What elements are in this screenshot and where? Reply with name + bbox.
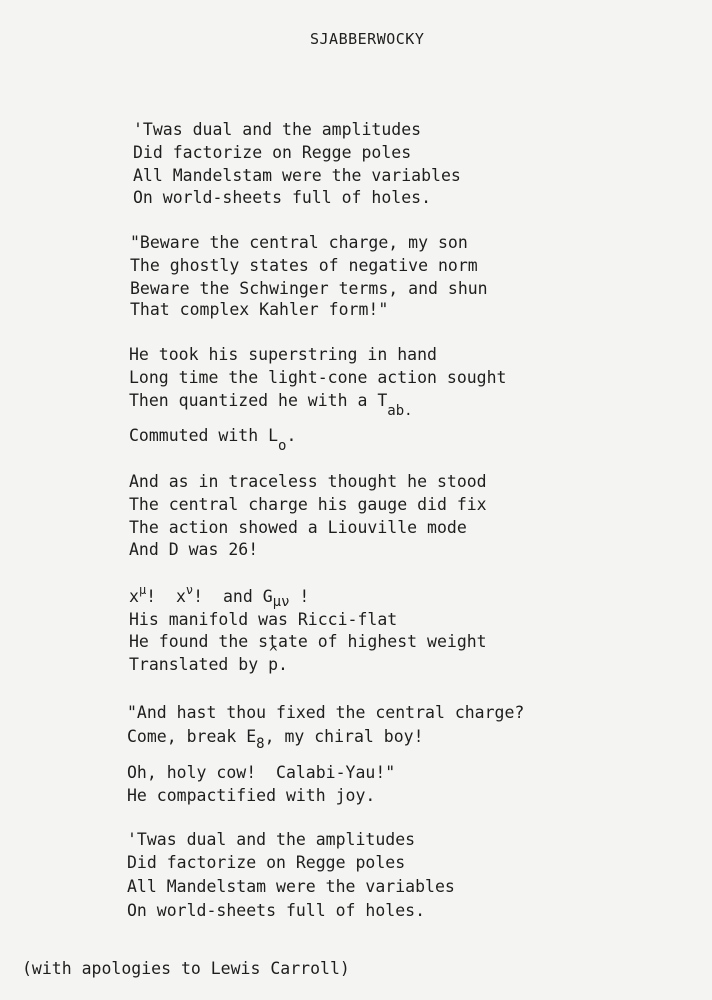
tab-subscript: ab	[387, 403, 405, 419]
stanza-5-line-1	[129, 583, 310, 610]
stanza-3-line-3-text: Then quantized he with a T	[129, 391, 388, 410]
attribution-footer: (with apologies to Lewis Carroll)	[22, 959, 350, 978]
stanza-2-line-4: That complex Kahler form!"	[130, 300, 389, 319]
x-nu-base: ! x	[146, 587, 186, 606]
stanza-1-line-4: On world-sheets full of holes.	[133, 188, 432, 207]
stanza-3-line-3	[129, 391, 413, 419]
stanza-6-line-1: "And hast thou fixed the central charge?	[127, 703, 525, 722]
stanza-5-line-3: He found the state of highest weight	[129, 632, 487, 651]
stanza-5-line-2: His manifold was Ricci-flat	[129, 610, 398, 629]
stanza-7-line-4: On world-sheets full of holes.	[127, 901, 426, 920]
g-mu-nu-base: ! and G	[193, 587, 273, 606]
stanza-1-line-1: 'Twas dual and the amplitudes	[133, 120, 422, 139]
l0-subscript: o	[278, 438, 287, 454]
stanza-3-line-2: Long time the light-cone action sought	[129, 368, 507, 387]
stanza-4-line-1: And as in traceless thought he stood	[129, 472, 487, 491]
x-mu-base: x	[129, 587, 139, 606]
stanza-1-line-2: Did factorize on Regge poles	[133, 143, 412, 162]
stanza-6-line-4: He compactified with joy.	[127, 786, 376, 805]
stanza-4-line-2: The central charge his gauge did fix	[129, 495, 487, 514]
stanza-3-line-1: He took his superstring in hand	[129, 345, 437, 364]
poem-title: SJABBERWOCKY	[310, 30, 425, 48]
stanza-3-line-4	[129, 426, 297, 454]
e8-subscript: 8	[256, 736, 265, 752]
nu-superscript: ν	[185, 583, 194, 597]
stanza-1-line-3: All Mandelstam were the variables	[133, 166, 461, 185]
stanza-6-line-2-end: , my chiral boy!	[264, 727, 424, 746]
stanza-6-line-2	[127, 727, 424, 752]
stanza-5-line-4	[129, 655, 288, 675]
stanza-3-line-4-end: .	[286, 426, 297, 445]
stanza-6-line-2-text: Come, break E	[127, 727, 257, 746]
mu-nu-subscript: μν	[272, 594, 290, 610]
stanza-2-line-1: "Beware the central charge, my son	[130, 233, 468, 252]
stanza-2-line-2: The ghostly states of negative norm	[130, 256, 478, 275]
mu-superscript: μ	[138, 583, 147, 597]
stanza-3-line-4-text: Commuted with L	[129, 426, 279, 445]
stanza-3-line-3-end: .	[404, 403, 413, 419]
stanza-5-line-4-text: Translated by	[129, 655, 269, 674]
stanza-2-line-3: Beware the Schwinger terms, and shun	[130, 279, 488, 298]
stanza-7-line-1: 'Twas dual and the amplitudes	[127, 830, 416, 849]
stanza-4-line-4: And D was 26!	[129, 540, 259, 559]
stanza-7-line-3: All Mandelstam were the variables	[127, 877, 455, 896]
stanza-5-line-1-end: !	[289, 587, 310, 606]
p-hat: ^ p	[268, 655, 278, 675]
stanza-4-line-3: The action showed a Liouville mode	[129, 518, 467, 537]
stanza-7-line-2: Did factorize on Regge poles	[127, 853, 406, 872]
stanza-6-line-3: Oh, holy cow! Calabi-Yau!"	[127, 763, 396, 782]
stanza-5-line-4-end: .	[278, 655, 288, 674]
